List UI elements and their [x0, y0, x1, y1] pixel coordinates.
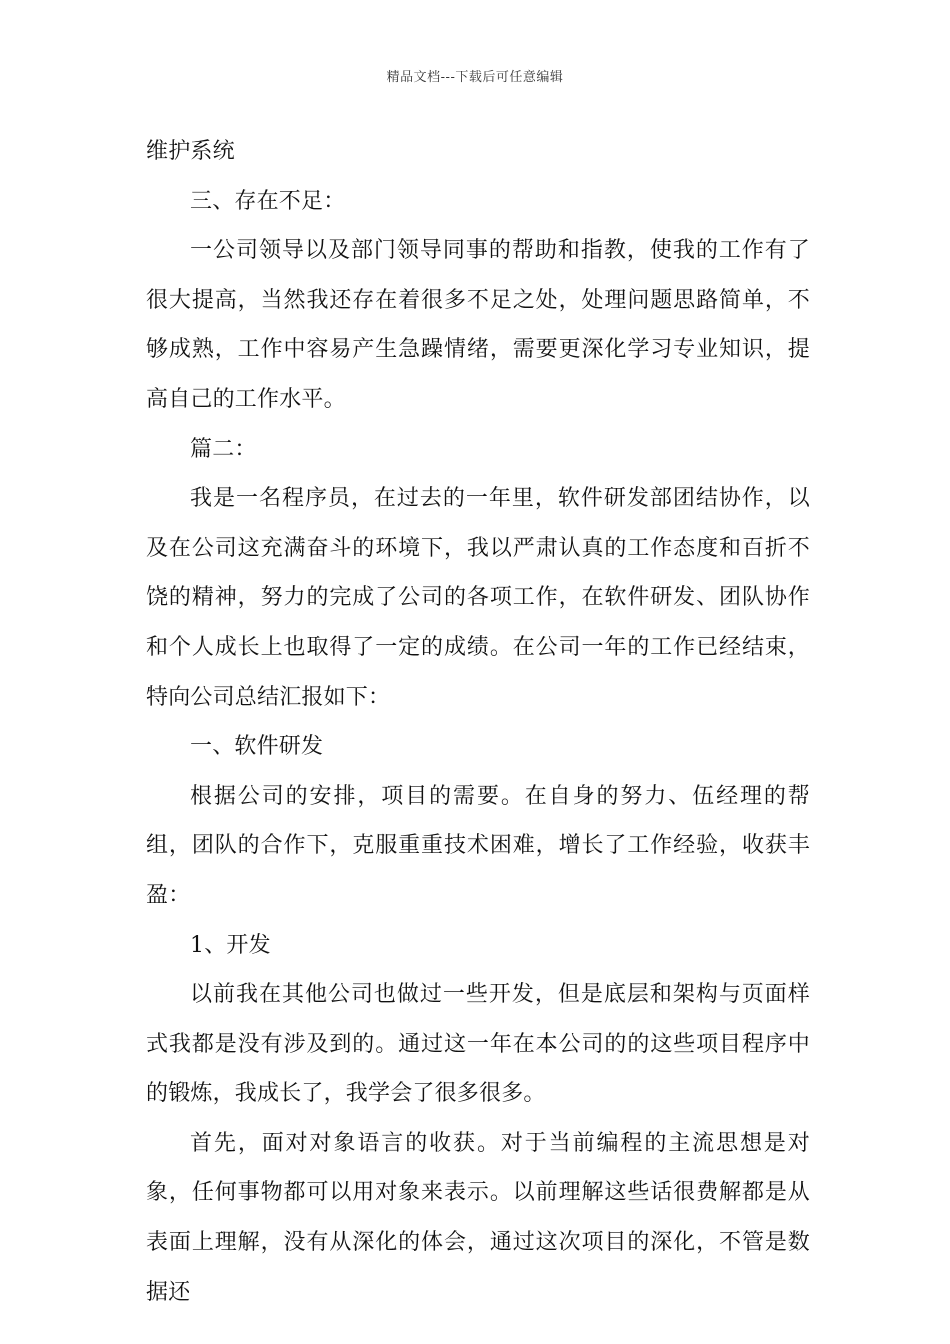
- paragraph-software-development: 根据公司的安排，项目的需要。在自身的努力、伍经理的帮组，团队的合作下，克服重重技术困难，增长了工作经验，收获丰盈：: [146, 783, 810, 908]
- paragraph-introduction: 我是一名程序员，在过去的一年里，软件研发部团结协作，以及在公司这充满奋斗的环境下，我以严肃认真的工作态度和百折不饶的精神，努力的完成了公司的各项工作，在软件研发、团队协作和个人成长上也取得了一定的成绩。在公司一年的工作已经结束，特向公司总结汇报如下：: [146, 486, 810, 710]
- paragraph-continuation: 维护系统: [146, 139, 235, 164]
- article-heading-part-two: 篇二：: [190, 436, 257, 462]
- subsection-heading-development: 1、开发: [190, 932, 271, 958]
- section-heading-software-development: 一、软件研发: [190, 734, 324, 760]
- paragraph-shortcomings: 一公司领导以及部门领导同事的帮助和指教，使我的工作有了很大提高，当然我还存在着很多不足之处，处理问题思路简单，不够成熟，工作中容易产生急躁情绪，需要更深化学习专业知识，提高自己的工作水平。: [146, 238, 810, 412]
- paragraph-object-oriented: 首先，面对对象语言的收获。对于当前编程的主流思想是对象，任何事物都可以用对象来表示。以前理解这些话很费解都是从表面上理解，没有从深化的体会，通过这次项目的深化，不管是数据还: [146, 1130, 810, 1305]
- paragraph-development-experience: 以前我在其他公司也做过一些开发，但是底层和架构与页面样式我都是没有涉及到的。通过这一年在本公司的的这些项目程序中的锻炼，我成长了，我学会了很多很多。: [146, 982, 810, 1107]
- page-header: 精品文档---下载后可任意编辑: [386, 70, 564, 85]
- section-heading-shortcomings: 三、存在不足：: [190, 188, 346, 214]
- document-body: [146, 127, 810, 1317]
